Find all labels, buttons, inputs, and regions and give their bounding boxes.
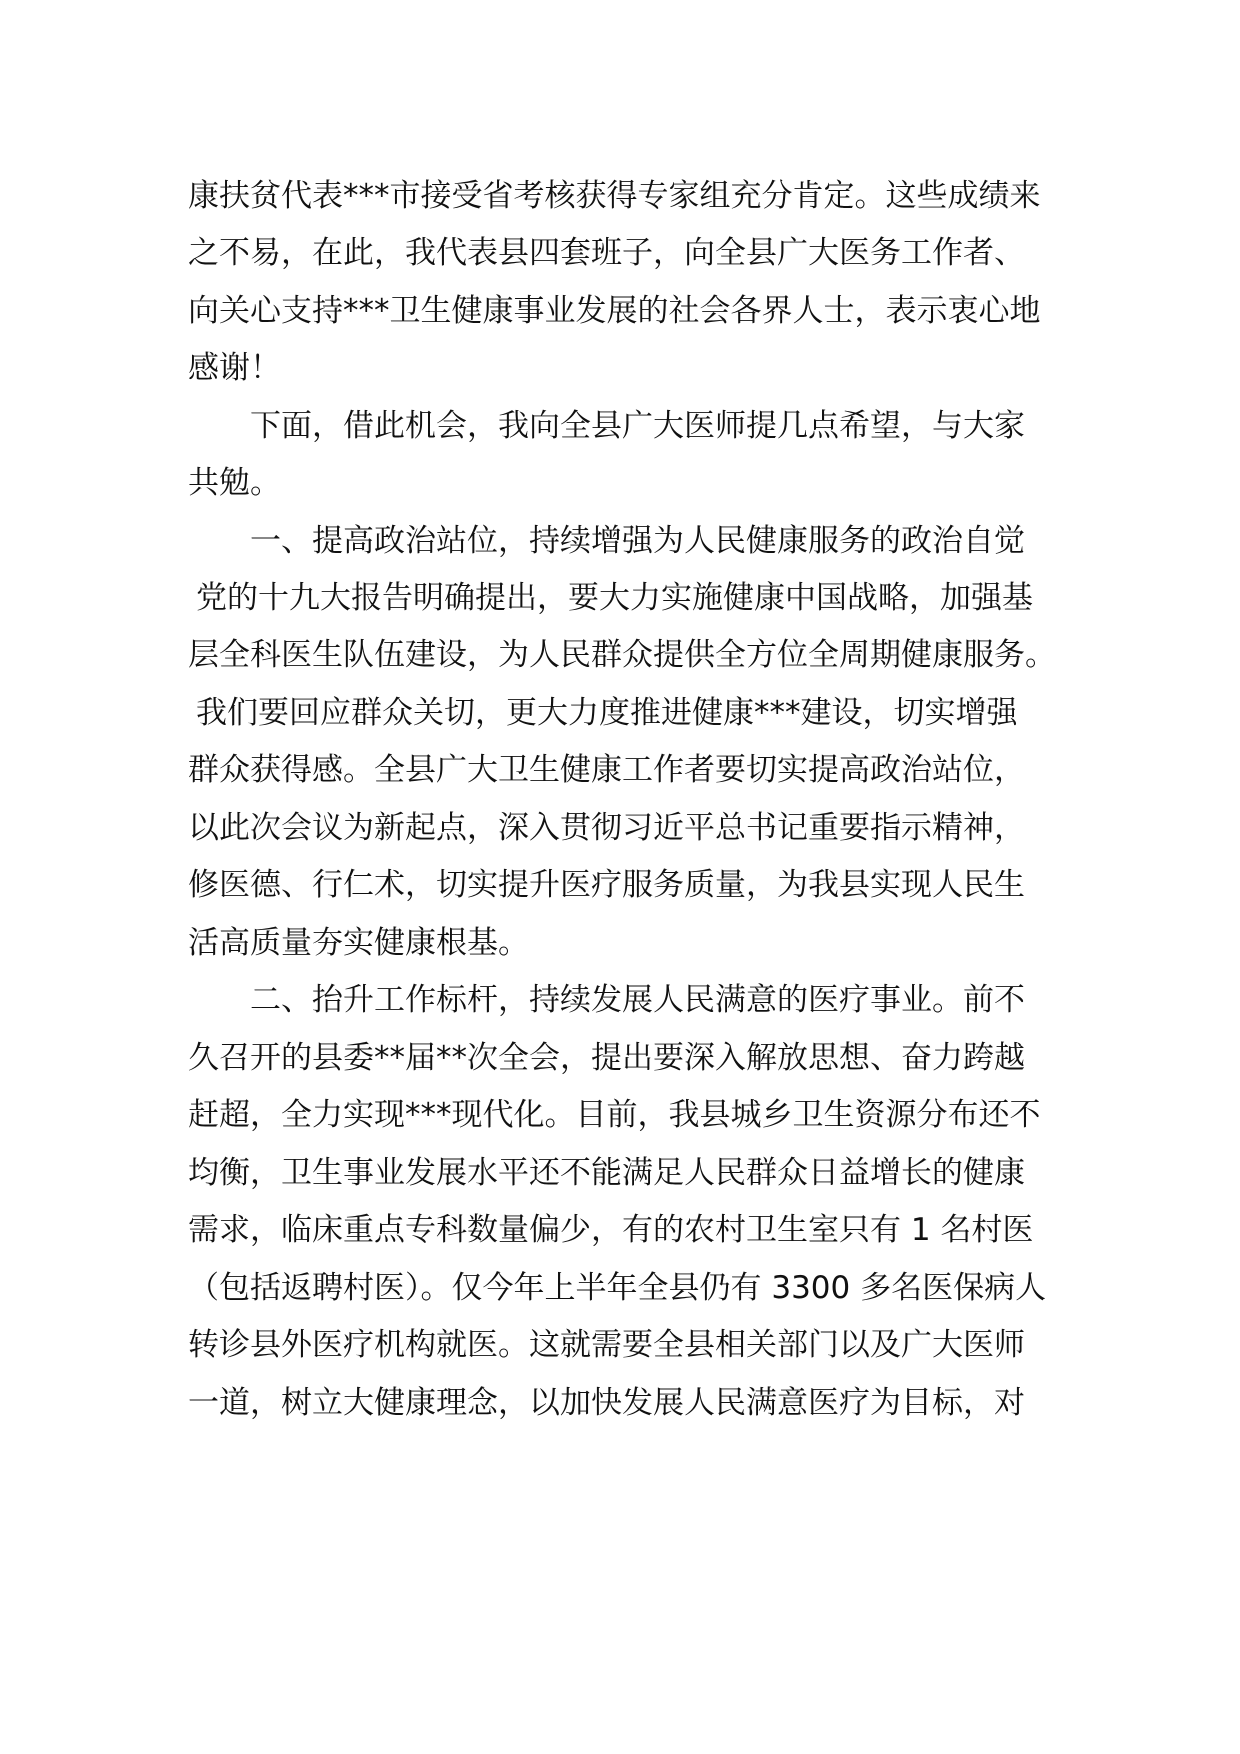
text-line: 久召开的县委**届**次全会，提出要深入解放思想、奋力跨越: [188, 1040, 1025, 1076]
text-line: 党的十九大报告明确提出，要大力实施健康中国战略，加强基: [196, 580, 1033, 616]
text-line: 需求，临床重点专科数量偏少，有的农村卫生室只有 1 名村医: [188, 1212, 1034, 1248]
text-line: 活高质量夯实健康根基。: [188, 925, 529, 961]
section-heading: 二、抬升工作标杆，持续发展人民满意的医疗事业。前不: [250, 982, 1025, 1018]
text-line: 一道，树立大健康理念，以加快发展人民满意医疗为目标，对: [188, 1385, 1025, 1421]
text-line: 之不易，在此，我代表县四套班子，向全县广大医务工作者、: [188, 235, 1025, 271]
text-line: 层全科医生队伍建设，为人民群众提供全方位全周期健康服务。: [188, 637, 1056, 673]
text-line: 赶超，全力实现***现代化。目前，我县城乡卫生资源分布还不: [188, 1097, 1041, 1133]
text-line: 下面，借此机会，我向全县广大医师提几点希望，与大家: [250, 408, 1025, 444]
text-line: 康扶贫代表***市接受省考核获得专家组充分肯定。这些成绩来: [188, 178, 1041, 214]
text-line: （包括返聘村医）。仅今年上半年全县仍有 3300 多名医保病人: [188, 1270, 1047, 1306]
text-line: 共勉。: [188, 465, 281, 501]
text-line: 修医德、行仁术，切实提升医疗服务质量，为我县实现人民生: [188, 867, 1025, 903]
text-line: 向关心支持***卫生健康事业发展的社会各界人士，表示衷心地: [188, 293, 1041, 329]
text-line: 转诊县外医疗机构就医。这就需要全县相关部门以及广大医师: [188, 1327, 1025, 1363]
text-line: 群众获得感。全县广大卫生健康工作者要切实提高政治站位，: [188, 752, 1025, 788]
text-line: 以此次会议为新起点，深入贯彻习近平总书记重要指示精神，: [188, 810, 1025, 846]
text-line: 均衡，卫生事业发展水平还不能满足人民群众日益增长的健康: [188, 1155, 1025, 1191]
section-heading: 一、提高政治站位，持续增强为人民健康服务的政治自觉: [250, 523, 1025, 559]
text-line: 我们要回应群众关切，更大力度推进健康***建设，切实增强: [196, 695, 1018, 731]
text-line: 感谢！: [188, 350, 281, 386]
